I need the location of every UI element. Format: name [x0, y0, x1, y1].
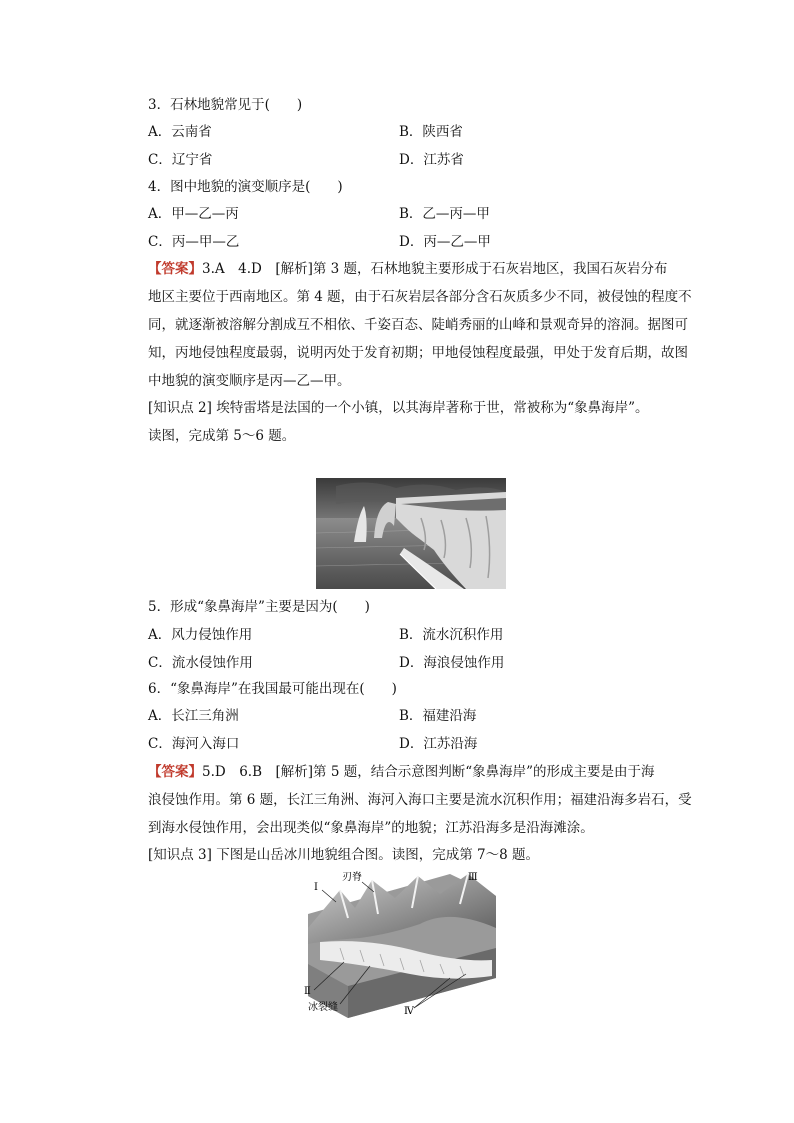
q6-option-a: A．长江三角洲 [148, 708, 239, 724]
q4-stem: 4．图中地貌的演变顺序是( ) [148, 179, 343, 195]
label-crevasse: 冰裂缝 [308, 1002, 338, 1013]
label-iii: Ⅲ [468, 872, 478, 883]
label-iv: Ⅳ [404, 1006, 414, 1017]
q5-option-c: C．流水侵蚀作用 [148, 655, 253, 671]
q5-stem: 5．形成“象鼻海岸”主要是因为( ) [148, 599, 370, 615]
q4-option-c: C．丙—甲—乙 [148, 234, 240, 250]
q6-stem: 6．“象鼻海岸”在我国最可能出现在( ) [148, 681, 397, 697]
q6-option-d: D．江苏沿海 [399, 736, 478, 752]
mountain-glacier-diagram [300, 868, 500, 1018]
q6-option-b: B．福建沿海 [399, 708, 477, 724]
q3-option-a: A．云南省 [148, 124, 212, 140]
answer-5-6-line2: 浪侵蚀作用。第 6 题，长江三角洲、海河入海口主要是流水沉积作用；福建沿海多岩石，受 [148, 792, 692, 808]
label-ii: Ⅱ [304, 986, 311, 997]
knowledge-point-3-line1: [知识点 3] 下图是山岳冰川地貌组合图。读图，完成第 7～8 题。 [148, 847, 539, 863]
label-i: Ⅰ [314, 882, 318, 893]
q3-option-d: D．江苏省 [399, 152, 464, 168]
q5-option-a: A．风力侵蚀作用 [148, 627, 253, 643]
answer-3-4-line2: 地区主要位于西南地区。第 4 题，由于石灰岩层各部分含石灰质多少不同，被侵蚀的程度不 [148, 289, 692, 305]
q4-option-a: A．甲—乙—丙 [148, 206, 239, 222]
q5-option-d: D．海浪侵蚀作用 [399, 655, 505, 671]
elephant-trunk-coast-photo [316, 478, 506, 589]
answer-3-4-line4: 知，丙地侵蚀程度最弱，说明丙处于发育初期；甲地侵蚀程度最强，甲处于发育后期，故图 [148, 345, 688, 361]
q3-option-c: C．辽宁省 [148, 152, 213, 168]
knowledge-point-2-line1: [知识点 2] 埃特雷塔是法国的一个小镇，以其海岸著称于世，常被称为“象鼻海岸”。 [148, 400, 649, 416]
answer-3-4-line3: 同，就逐渐被溶解分割成互不相依、千姿百态、陡峭秀丽的山峰和景观奇异的溶洞。据图可 [148, 317, 688, 333]
q5-option-b: B．流水沉积作用 [399, 627, 504, 643]
answer-tag: 【答案】 [148, 261, 202, 277]
answer-3-4-line1: 【答案】3.A 4.D [解析]第 3 题，石林地貌主要形成于石灰岩地区，我国石灰岩分布 [148, 261, 668, 277]
q6-option-c: C．海河入海口 [148, 736, 240, 752]
answer-5-6-line3: 到海水侵蚀作用，会出现类似“象鼻海岸”的地貌；江苏沿海多是沿海滩涂。 [148, 820, 594, 836]
q3-stem: 3．石林地貌常见于( ) [148, 97, 303, 113]
q4-option-b: B．乙—丙—甲 [399, 206, 490, 222]
knowledge-point-2-line2: 读图，完成第 5～6 题。 [148, 428, 296, 444]
answer-5-6-line1: 【答案】5.D 6.B [解析]第 5 题，结合示意图判断“象鼻海岸”的形成主要是由于海 [148, 764, 655, 780]
q4-option-d: D．丙—乙—甲 [399, 234, 491, 250]
label-ridge: 刃脊 [342, 872, 362, 883]
q3-option-b: B．陕西省 [399, 124, 463, 140]
answer-tag: 【答案】 [148, 764, 202, 780]
answer-3-4-line5: 中地貌的演变顺序是丙—乙—甲。 [148, 373, 351, 389]
